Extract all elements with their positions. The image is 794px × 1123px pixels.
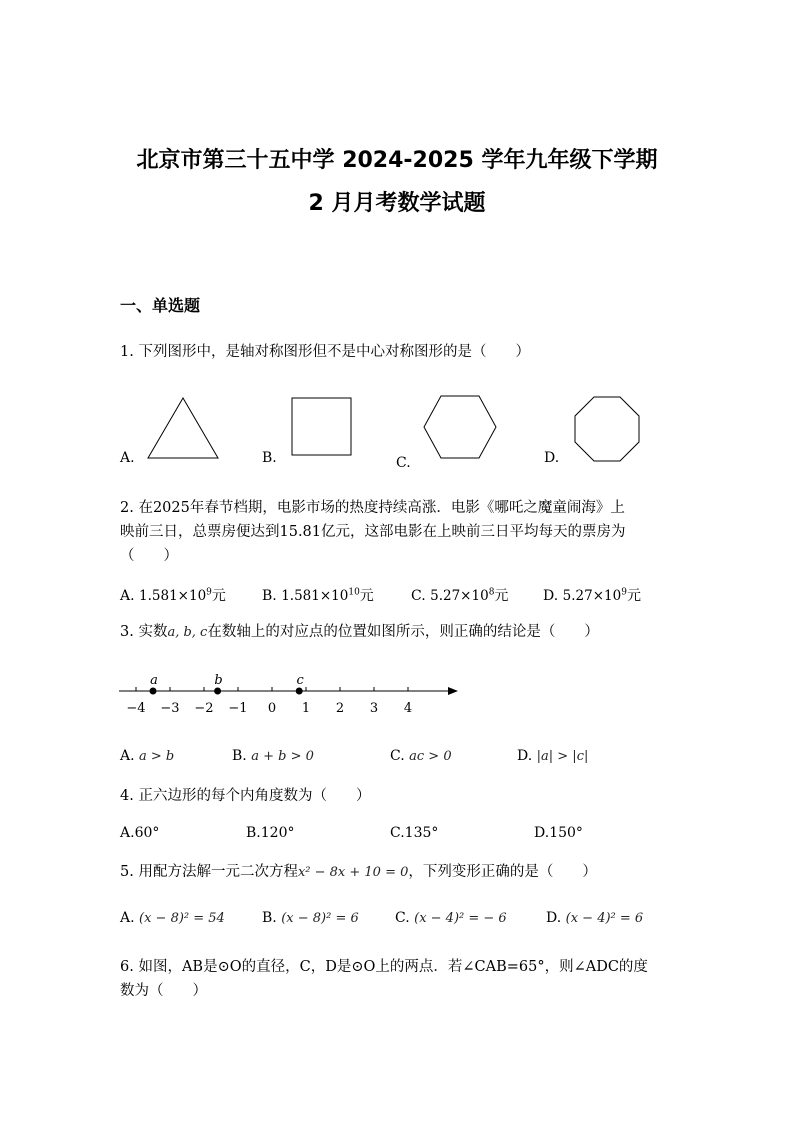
number-line-point-label: b xyxy=(214,673,223,688)
question-2-line3: （ ） xyxy=(120,548,178,564)
q1-option-b-label: B. xyxy=(262,450,277,466)
q5-option-b: B. (x − 8)² = 6 xyxy=(262,910,359,926)
q3-option-c: C. ac > 0 xyxy=(390,748,452,764)
q1-option-a-label: A. xyxy=(120,450,135,466)
q2-option-b: B. $1.581\times 10^{10}$元 xyxy=(262,587,374,604)
q5-option-c: C. (x − 4)² = − 6 xyxy=(395,910,507,926)
q3-option-a: A. a > b xyxy=(120,748,175,764)
number-line-tick-label: 2 xyxy=(335,701,345,716)
q2-option-a: A. $1.581\times 10^9$元 xyxy=(120,587,226,604)
section-heading: 一、单选题 xyxy=(120,296,201,315)
question-2-line2: 映前三日，总票房便达到15.81亿元，这部电影在上映前三日平均每天的票房为 xyxy=(120,524,626,540)
number-line-point-label: c xyxy=(296,673,304,688)
number-line-point-c xyxy=(296,688,303,695)
number-line-tick-label: −2 xyxy=(194,701,214,716)
number-line-tick-label: −3 xyxy=(160,701,180,716)
number-line-tick-label: 0 xyxy=(267,701,277,716)
question-3-text: 3. 实数a, b, c在数轴上的对应点的位置如图所示，则正确的结论是（ ） xyxy=(120,624,599,640)
number-line-tick-label: −1 xyxy=(228,701,248,716)
q1-option-d-label: D. xyxy=(544,450,560,466)
number-line-point-label: a xyxy=(150,673,158,688)
q3-option-d: D. |a| > |c| xyxy=(517,748,589,764)
number-line-tick-label: 4 xyxy=(403,701,413,716)
question-6-line2: 数为（ ） xyxy=(120,983,207,999)
question-2-line1: 2. 在2025年春节档期，电影市场的热度持续高涨．电影《哪吒之魔童闹海》上 xyxy=(120,500,625,516)
q5-option-d: D. (x − 4)² = 6 xyxy=(546,910,644,926)
number-line-point-a xyxy=(150,688,157,695)
q4-option-a: A.60° xyxy=(120,825,160,841)
question-5-text: 5. 用配方法解一元二次方程x² − 8x + 10 = 0，下列变形正确的是（ ） xyxy=(120,864,597,880)
page-title-line1: 北京市第三十五中学 2024-2025 学年九年级下学期 xyxy=(136,148,658,173)
q2-option-d: D. $5.27\times 10^9$元 xyxy=(543,587,641,604)
q4-option-d: D.150° xyxy=(534,825,583,841)
page-title-line2: 2 月月考数学试题 xyxy=(308,191,486,216)
number-line-tick-label: −4 xyxy=(126,701,146,716)
q2-option-c: C. $5.27\times 10^8$元 xyxy=(411,587,509,604)
question-1-text: 1. 下列图形中，是轴对称图形但不是中心对称图形的是（ ） xyxy=(120,344,530,360)
number-line-arrow xyxy=(448,687,458,695)
question-6-line1: 6. 如图，AB是⊙O的直径，C，D是⊙O上的两点．若∠CAB=65°，则∠ADC的度 xyxy=(120,959,648,975)
question-4-text: 4. 正六边形的每个内角度数为（ ） xyxy=(120,788,371,804)
number-line-tick-label: 3 xyxy=(369,701,379,716)
number-line-point-b xyxy=(214,688,221,695)
q3-option-b: B. a + b > 0 xyxy=(232,748,314,764)
q1-option-c-label: C. xyxy=(396,455,411,471)
q4-option-c: C.135° xyxy=(390,825,439,841)
number-line-tick-label: 1 xyxy=(301,701,311,716)
q5-option-a: A. (x − 8)² = 54 xyxy=(120,910,225,926)
q4-option-b: B.120° xyxy=(246,825,295,841)
